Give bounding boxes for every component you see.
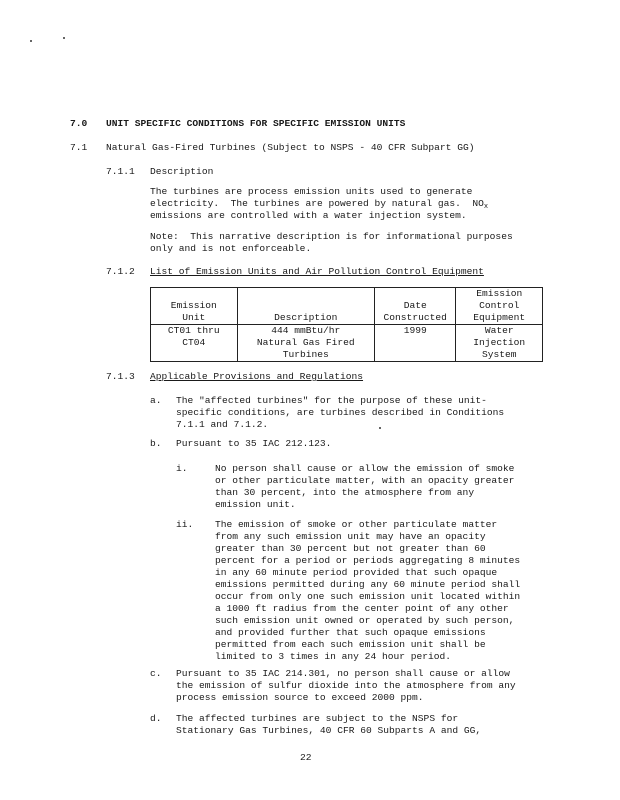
- scan-speck: [379, 427, 381, 429]
- table-header-row: [151, 288, 543, 325]
- item-b-ii-line: occur from only one such emission unit located within: [215, 591, 521, 602]
- description-number: 7.1.1: [106, 166, 135, 177]
- item-b-text: Pursuant to 35 IAC 212.123.: [176, 438, 332, 449]
- subsection-number: 7.1: [70, 142, 88, 153]
- item-c-label: c.: [150, 668, 162, 679]
- note-line: only and is not enforceable.: [150, 243, 312, 254]
- item-b-ii-label: ii.: [176, 519, 194, 530]
- provisions-number: 7.1.3: [106, 371, 135, 382]
- item-b-ii-line: a 1000 ft radius from the center point of any other: [215, 603, 509, 614]
- item-b-i-line: than 30 percent, into the atmosphere from any: [215, 487, 475, 498]
- item-b-ii-line: and provided further that such opaque emissions: [215, 627, 486, 638]
- cell-emission-unit: CT01 thru CT04: [151, 325, 238, 362]
- item-b-ii-line: percent for a period or periods aggregating 8 minutes: [215, 555, 521, 566]
- header-date-constructed: Date Constructed: [374, 288, 455, 325]
- equipment-table: [150, 287, 543, 362]
- subsection-title: Natural Gas-Fired Turbines (Subject to NSPS - 40 CFR Subpart GG): [106, 142, 475, 153]
- scan-speck: [63, 37, 65, 39]
- provisions-heading: Applicable Provisions and Regulations: [150, 371, 364, 382]
- item-d-line: The affected turbines are subject to the NSPS for: [176, 713, 459, 724]
- section-number: 7.0: [70, 118, 88, 129]
- item-b-i-line: emission unit.: [215, 499, 296, 510]
- equipment-heading: List of Emission Units and Air Pollution Control Equipment: [150, 266, 484, 277]
- item-b-ii-line: emissions permitted during any 60 minute period shall: [215, 579, 521, 590]
- item-a-line: specific conditions, are turbines described in Conditions: [176, 407, 505, 418]
- item-b-i-line: No person shall cause or allow the emission of smoke: [215, 463, 515, 474]
- scan-speck: [30, 40, 32, 42]
- item-c-line: process emission source to exceed 2000 ppm.: [176, 692, 424, 703]
- table-row: [151, 325, 543, 362]
- description-line: The turbines are process emission units used to generate: [150, 186, 473, 197]
- item-d-label: d.: [150, 713, 162, 724]
- header-control-equipment: Emission Control Equipment: [456, 288, 543, 325]
- cell-date-constructed: 1999: [374, 325, 455, 362]
- item-b-ii-line: The emission of smoke or other particulate matter: [215, 519, 498, 530]
- item-d-line: Stationary Gas Turbines, 40 CFR 60 Subparts A and GG,: [176, 725, 482, 736]
- description-line: emissions are controlled with a water injection system.: [150, 210, 467, 221]
- header-description: Description: [237, 288, 374, 325]
- cell-description: 444 mmBtu/hr Natural Gas Fired Turbines: [237, 325, 374, 362]
- item-b-ii-line: from any such emission unit may have an opacity: [215, 531, 486, 542]
- item-b-ii-line: permitted from each such emission unit shall be: [215, 639, 486, 650]
- item-a-label: a.: [150, 395, 162, 406]
- equipment-number: 7.1.2: [106, 266, 135, 277]
- item-b-i-line: or other particulate matter, with an opacity greater: [215, 475, 515, 486]
- header-emission-unit: Emission Unit: [151, 288, 238, 325]
- item-a-line: The "affected turbines" for the purpose of these unit-: [176, 395, 487, 406]
- nox-subscript: x: [483, 203, 489, 211]
- item-a-line: 7.1.1 and 7.1.2.: [176, 419, 269, 430]
- item-b-ii-line: greater than 30 percent but not greater than 60: [215, 543, 486, 554]
- item-b-ii-line: limited to 3 times in any 24 hour period.: [215, 651, 452, 662]
- cell-control-equipment: Water Injection System: [456, 325, 543, 362]
- item-b-i-label: i.: [176, 463, 188, 474]
- item-b-ii-line: such emission unit owned or operated by such person,: [215, 615, 515, 626]
- note-line: Note: This narrative description is for informational purposes: [150, 231, 513, 242]
- page-number: 22: [300, 752, 312, 763]
- item-b-ii-line: in any 60 minute period provided that such opaque: [215, 567, 498, 578]
- item-c-line: the emission of sulfur dioxide into the atmosphere from any: [176, 680, 516, 691]
- section-title: UNIT SPECIFIC CONDITIONS FOR SPECIFIC EMISSION UNITS: [106, 118, 406, 129]
- item-c-line: Pursuant to 35 IAC 214.301, no person shall cause or allow: [176, 668, 510, 679]
- description-line: electricity. The turbines are powered by natural gas. $NO_x$: [150, 198, 489, 211]
- description-heading: Description: [150, 166, 214, 177]
- item-b-label: b.: [150, 438, 162, 449]
